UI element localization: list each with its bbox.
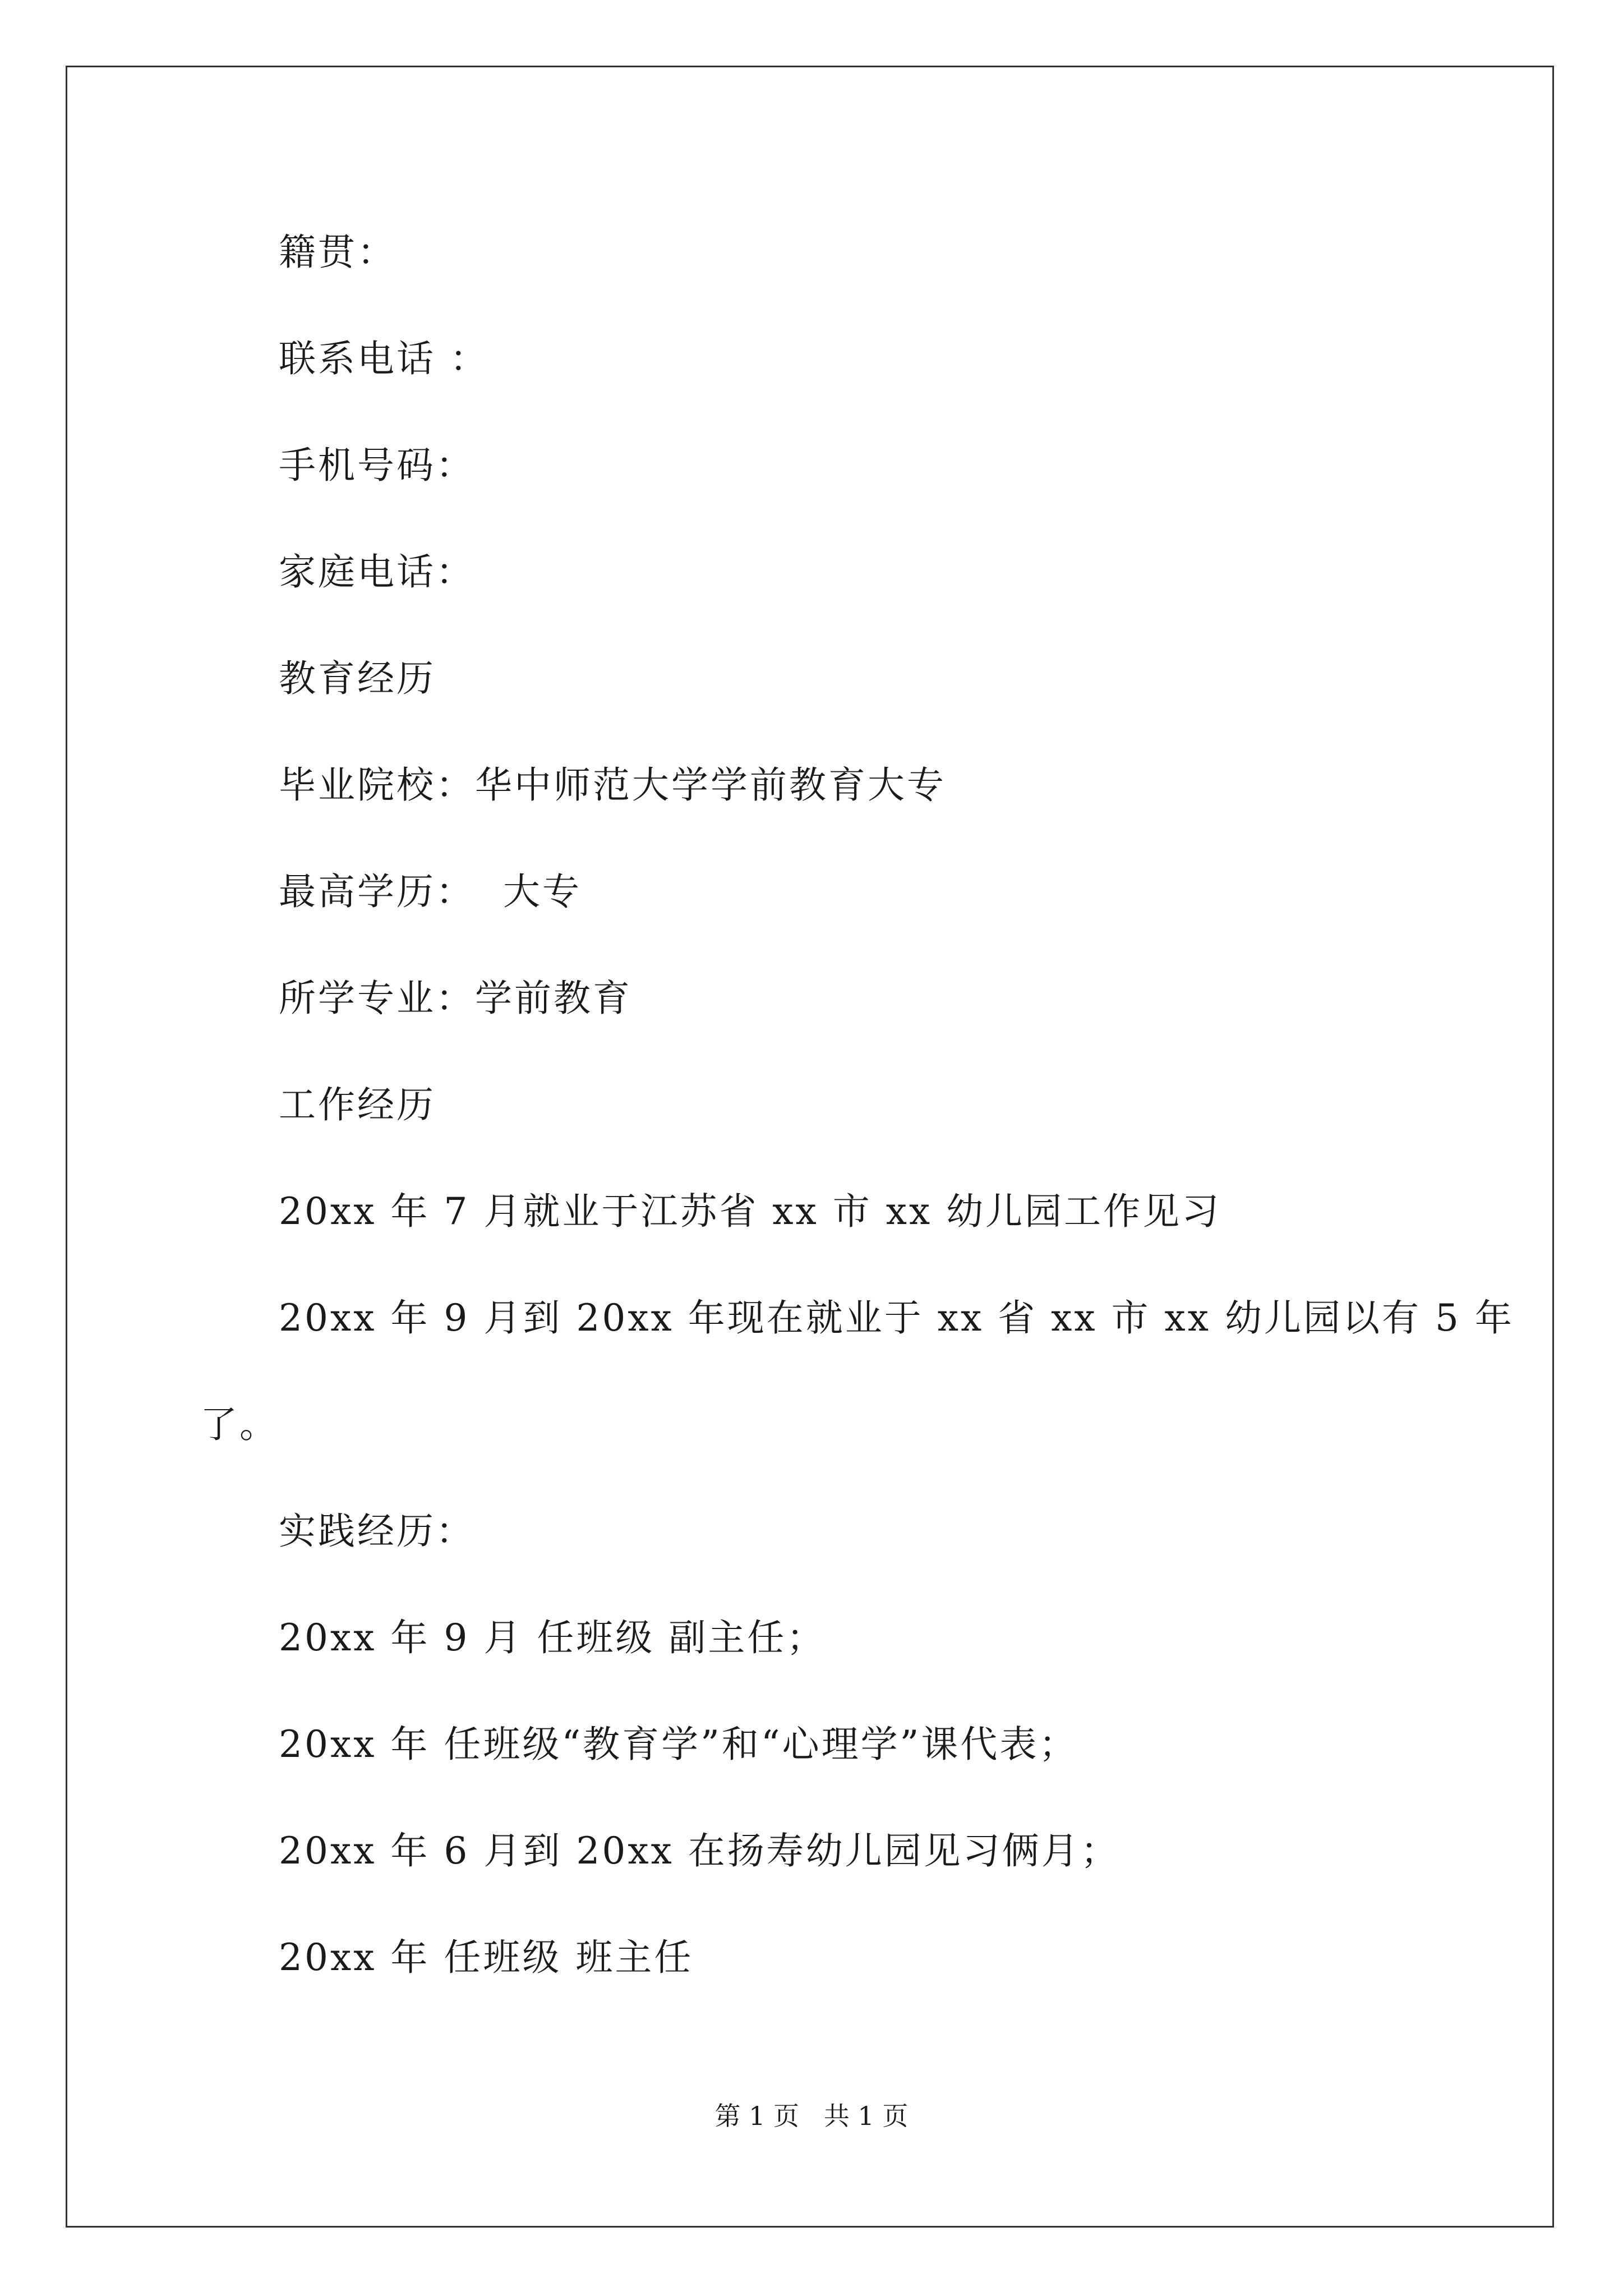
section-heading-work: 工作经历 (279, 1083, 436, 1126)
practice-entry: 20xx 年 任班级 班主任 (279, 1936, 694, 1979)
field-contact-phone: 联系电话 ： (279, 337, 489, 380)
field-native-place: 籍贯： (279, 231, 396, 274)
page-border (66, 66, 1554, 2228)
field-home-phone: 家庭电话： (279, 550, 475, 593)
field-mobile-number: 手机号码： (279, 444, 475, 487)
practice-entry: 20xx 年 6 月到 20xx 在扬寿幼儿园见习俩月； (279, 1829, 1120, 1872)
work-entry: 20xx 年 9 月到 20xx 年现在就业于 xx 省 xx 市 xx 幼儿园以有 5 年 (279, 1296, 1514, 1340)
section-heading-practice: 实践经历： (279, 1510, 475, 1553)
work-entry: 20xx 年 7 月就业于江苏省 xx 市 xx 幼儿园工作见习 (279, 1190, 1221, 1233)
field-graduate-school: 毕业院校：华中师范大学学前教育大专 (279, 763, 946, 807)
practice-entry: 20xx 年 9 月 任班级 副主任； (279, 1616, 826, 1659)
work-entry-continuation: 了。 (200, 1403, 279, 1446)
section-heading-education: 教育经历 (279, 657, 436, 700)
field-highest-degree: 最高学历： 大专 (279, 870, 582, 913)
practice-entry: 20xx 年 任班级“教育学”和“心理学”课代表； (279, 1723, 1078, 1766)
page-number-footer: 第 1 页 共 1 页 (714, 2101, 909, 2131)
field-major: 所学专业：学前教育 (279, 977, 632, 1020)
